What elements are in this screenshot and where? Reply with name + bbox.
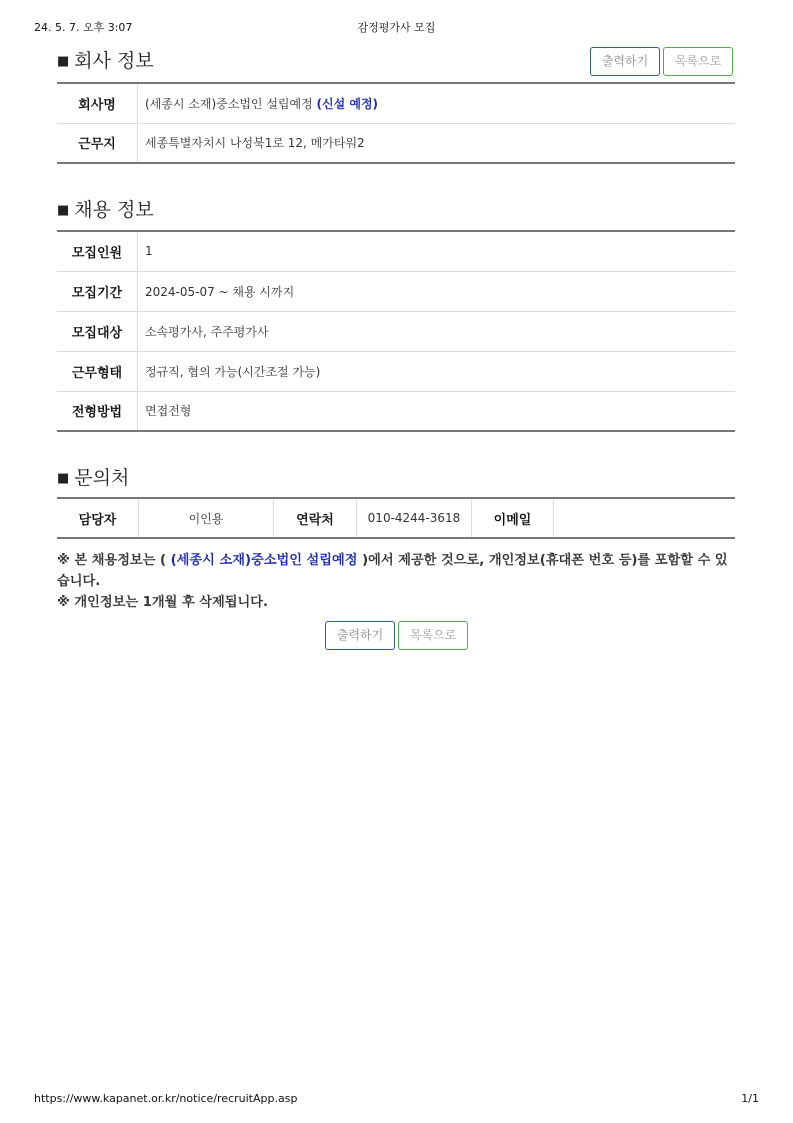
company-name-cell: [138, 83, 736, 123]
print-url: https://www.kapanet.or.kr/notice/recruitApp.asp: [34, 1092, 298, 1105]
notice-prefix: ※ 본 채용정보는 (: [57, 553, 171, 568]
email-value: [554, 498, 736, 538]
employment-type-label: 근무형태: [57, 351, 138, 391]
period-value: 2024-05-07 ~ 채용 시까지: [138, 271, 736, 311]
print-doc-title: 감정평가사 모집: [357, 21, 436, 34]
recruit-section-title-text: 채용 정보: [74, 199, 154, 221]
company-name-label: 회사명: [57, 83, 138, 123]
recruit-info-table: [57, 230, 735, 432]
print-page-number: 1/1: [741, 1092, 759, 1105]
notice-suffix: )에서 제공한 것으로, 개인정보(휴대폰 번호 등)를 포함할 수 있습니다.: [57, 553, 728, 589]
selection-method-value: 면접전형: [138, 391, 736, 431]
employment-type-value: 정규직, 협의 가능(시간조절 가능): [138, 351, 736, 391]
workplace-label: 근무지: [57, 123, 138, 163]
manager-label: 담당자: [57, 498, 139, 538]
target-value: 소속평가사, 주주평가사: [138, 311, 736, 351]
privacy-notice: [57, 550, 737, 613]
notice-line-1: [57, 550, 737, 592]
table-row: [57, 498, 735, 538]
target-label: 모집대상: [57, 311, 138, 351]
list-button-bottom[interactable]: 목록으로: [398, 621, 468, 650]
company-name-value: (세종시 소재)중소법인 설립예정: [145, 96, 313, 111]
notice-line-2: ※ 개인정보는 1개월 후 삭제됩니다.: [57, 595, 268, 610]
email-label: 이메일: [472, 498, 554, 538]
workplace-value: 세종특별자치시 나성북1로 12, 메가타워2: [138, 123, 736, 163]
table-row: [57, 231, 735, 271]
contact-section-title-text: 문의처: [74, 467, 130, 489]
period-label: 모집기간: [57, 271, 138, 311]
print-header: [34, 19, 759, 35]
contact-section-title: [57, 463, 129, 490]
print-footer: [34, 1092, 759, 1108]
print-button-bottom[interactable]: 출력하기: [325, 621, 395, 650]
square-bullet-icon: ■: [57, 54, 70, 69]
notice-company: (세종시 소재)중소법인 설립예정: [170, 553, 358, 568]
phone-value: 010-4244-3618: [357, 498, 472, 538]
table-row: [57, 123, 735, 163]
company-info-table: [57, 82, 735, 164]
table-row: [57, 311, 735, 351]
list-button-top[interactable]: 목록으로: [663, 47, 733, 76]
company-section-title: [57, 46, 154, 73]
square-bullet-icon: ■: [57, 471, 70, 486]
table-row: [57, 351, 735, 391]
phone-label: 연락처: [274, 498, 357, 538]
selection-method-label: 전형방법: [57, 391, 138, 431]
company-new-tag: (신설 예정): [316, 96, 379, 111]
headcount-label: 모집인원: [57, 231, 138, 271]
manager-value: 이인용: [139, 498, 274, 538]
print-button-top[interactable]: 출력하기: [590, 47, 660, 76]
table-row: [57, 391, 735, 431]
headcount-value: 1: [145, 244, 153, 259]
company-section-title-text: 회사 정보: [74, 50, 154, 72]
table-row: [57, 271, 735, 311]
table-row: [57, 83, 735, 123]
contact-table: [57, 497, 735, 539]
print-datetime: 24. 5. 7. 오후 3:07: [34, 21, 133, 34]
recruit-section-title: [57, 195, 154, 222]
square-bullet-icon: ■: [57, 203, 70, 218]
